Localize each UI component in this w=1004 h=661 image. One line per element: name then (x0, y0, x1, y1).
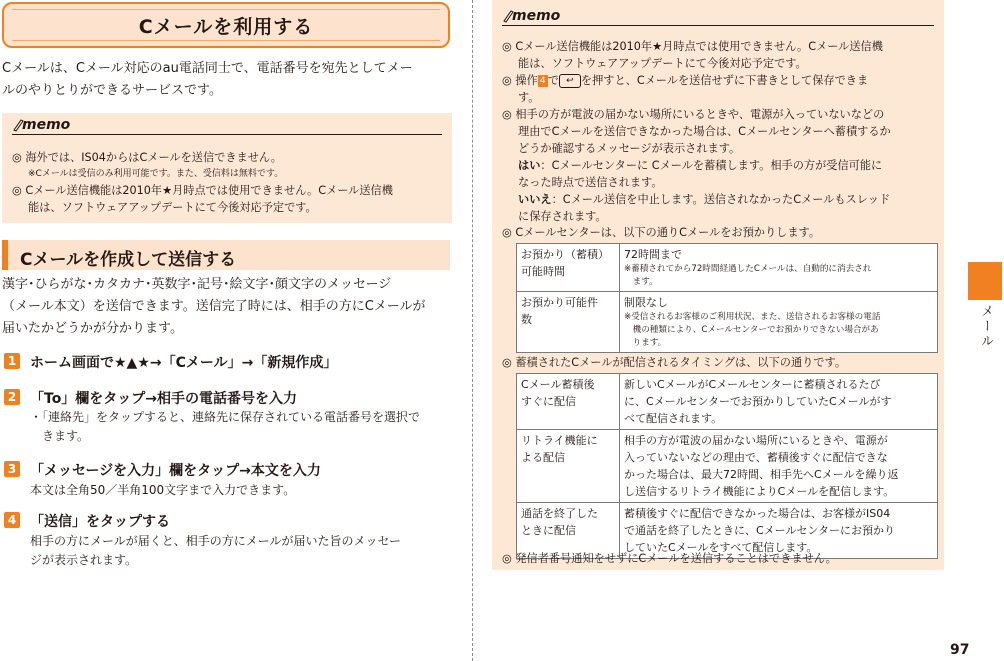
cell-line: 数 (521, 313, 532, 326)
cell-note: ※受信されるお客様のご利用状況、また、送信されるお客様の電話 (624, 312, 881, 322)
memo-text: ◎ 操作 (502, 74, 538, 87)
cell-line: 新しいCメールがCメールセンターに蓄積されるたび (624, 378, 881, 391)
table-row (517, 244, 938, 292)
section-intro-line: （メール本文）を送信できます。送信完了時には、相手の方にCメールが (2, 299, 426, 314)
step-desc-line: ・「連絡先」をタップすると、連絡先に保存されている電話番号を選択で (30, 410, 421, 424)
memo-item: 能は、ソフトウェアアップデートにて今後対応予定です。 (28, 201, 317, 214)
step-number: 2 (4, 389, 20, 405)
memo-label: memo (22, 117, 71, 133)
memo-item (518, 191, 890, 208)
cell-line: お預かり可能件 (521, 296, 598, 309)
cell-note: ります。 (624, 338, 667, 348)
chapter-label: メール (978, 304, 993, 349)
page-number: 97 (950, 642, 970, 658)
memo-text: で (547, 74, 559, 87)
step-text: 「To」欄をタップ→相手の電話番号を入力 (30, 391, 298, 407)
cell-line: すぐに配信 (521, 395, 576, 408)
cell-line: Cメール蓄積後 (521, 378, 595, 391)
table-key-cell (517, 430, 620, 503)
chapter-tab (968, 262, 1002, 300)
memo-item: ◎ 蓄積されたCメールが配信されるタイミングは、以下の通りです。 (502, 356, 847, 369)
delivery-table (516, 373, 938, 559)
memo-header (12, 117, 442, 139)
cell-line: 通話を終了した (521, 507, 598, 520)
intro-line: Cメールは、Cメール対応のau電話同士で、電話番号を宛先としてメー (2, 61, 413, 76)
page-title-box (2, 2, 450, 48)
memo-item: に保存されます。 (518, 210, 607, 223)
page-title: Cメールを利用する (138, 15, 314, 38)
memo-item (518, 157, 882, 174)
step-description (30, 481, 295, 500)
memo-text: ：Cメールセンターに Cメールを蓄積します。相手の方が受信可能に (540, 159, 883, 172)
table-value-cell (620, 430, 938, 503)
cell-line: 制限なし (624, 296, 668, 309)
table-key-cell (517, 244, 620, 292)
step-text: 「メッセージを入力」欄をタップ→本文を入力 (30, 463, 321, 479)
cell-line: に、Cメールセンターでお預かりしていたCメールがす (624, 395, 892, 408)
cell-line: よる配信 (521, 451, 565, 464)
step-text: 「送信」をタップする (30, 514, 170, 530)
cell-line: し送信するリトライ機能によりCメールを配信します。 (624, 485, 895, 498)
memo-item: どうか確認するメッセージが表示されます。 (518, 142, 741, 155)
table-row (517, 292, 938, 353)
step-ref-badge: 4 (538, 75, 548, 87)
step-text: ホーム画面で★▲★→「Cメール」→「新規作成」 (30, 355, 338, 371)
cell-line: 可能時間 (521, 265, 565, 278)
memo-item: ◎ Cメールセンターは、以下の通りCメールをお預かりします。 (502, 226, 821, 239)
memo-item: ◎ 海外では、IS04からはCメールを送信できません。 (12, 151, 282, 164)
step-number: 1 (4, 353, 20, 369)
section-intro-line: 届いたかどうかが分かります。 (2, 321, 183, 336)
memo-header (502, 8, 934, 30)
table-row (517, 430, 938, 503)
step-desc-line: 本文は全角50／半角100文字まで入力できます。 (30, 483, 296, 497)
cell-line: 72時間まで (624, 248, 682, 261)
cell-line: していたCメールをすべて配信します。 (624, 541, 818, 554)
memo-box-left (2, 113, 452, 223)
cell-line: 入っていないなどの理由で、蓄積後すぐに配信できな (624, 451, 888, 464)
cell-line: リトライ機能に (521, 434, 598, 447)
cell-line: 蓄積後すぐに配信できなかった場合は、お客様がIS04 (624, 507, 891, 520)
column-divider (472, 0, 473, 661)
step-desc-line: ジが表示されます。 (30, 553, 138, 567)
table-value-cell (620, 292, 938, 353)
memo-item (502, 72, 868, 89)
table-value-cell (620, 374, 938, 430)
memo-item: ◎ Cメール送信機能は2010年★月時点では使用できません。Cメール送信機 (502, 40, 883, 53)
cell-note: 機の種類により、Cメールセンターでお預かりできない場合があ (624, 325, 879, 335)
yes-label: はい (518, 159, 541, 172)
section-intro (2, 274, 457, 340)
table-key-cell (517, 374, 620, 430)
storage-table (516, 243, 938, 353)
intro-line: ルのやりとりができるサービスです。 (2, 83, 222, 98)
step-desc-line: きます。 (30, 429, 90, 443)
step-desc-line: 相手の方にメールが届くと、相手の方にメールが届いた旨のメッセー (30, 534, 402, 548)
section-intro-line: 漢字･ひらがな･カタカナ･英数字･記号･絵文字･顔文字のメッセージ (2, 277, 392, 292)
memo-item: なった時点で送信されます。 (518, 176, 663, 189)
cell-note: ます。 (624, 277, 658, 287)
step-description (30, 408, 420, 446)
no-label: いいえ (518, 193, 552, 206)
memo-text: を押すと、Cメールを送信せずに下書きとして保存できま (580, 74, 869, 87)
memo-item: 能は、ソフトウェアアップデートにて今後対応予定です。 (518, 57, 807, 70)
cell-line: で通話を終了したときに、Cメールセンターにお預かり (624, 524, 896, 537)
memo-note: ※Cメールは受信のみ利用可能です。また、受信料は無料です。 (28, 169, 284, 179)
step-description (30, 532, 401, 570)
intro-paragraph (2, 58, 452, 102)
memo-label: memo (512, 8, 561, 24)
table-key-cell (517, 292, 620, 353)
memo-item: ◎ Cメール送信機能は2010年★月時点では使用できません。Cメール送信機 (12, 184, 393, 197)
table-row (517, 374, 938, 430)
back-key-icon: ↩ (559, 74, 581, 88)
cell-line: べて配信されます。 (624, 412, 723, 425)
memo-item: ◎ 相手の方が電波の届かない場所にいるときや、電源が入っていないなどの (502, 108, 885, 121)
memo-item: ◎ 発信者番号通知をせずにCメールを送信することはできません。 (502, 552, 837, 565)
memo-box-right (492, 0, 944, 570)
step-number: 4 (4, 512, 20, 528)
memo-text: ：Cメール送信を中止します。送信されなかったCメールもスレッド (551, 193, 891, 206)
cell-line: ときに配信 (521, 524, 576, 537)
table-value-cell (620, 244, 938, 292)
cell-line: かった場合は、最大72時間、相手先へCメールを繰り返 (624, 468, 899, 481)
cell-line: 相手の方が電波の届かない場所にいるときや、電源が (624, 434, 888, 447)
cell-line: お預かり（蓄積） (521, 248, 609, 261)
step-number: 3 (4, 461, 20, 477)
memo-item: 理由でCメールを送信できなかった場合は、Cメールセンターへ蓄積するか (518, 125, 891, 138)
section-header (2, 240, 450, 270)
memo-item: す。 (518, 91, 540, 104)
section-title: Cメールを作成して送信する (20, 250, 237, 270)
cell-note: ※蓄積されてから72時間経過したCメールは、自動的に消去され (624, 264, 872, 274)
